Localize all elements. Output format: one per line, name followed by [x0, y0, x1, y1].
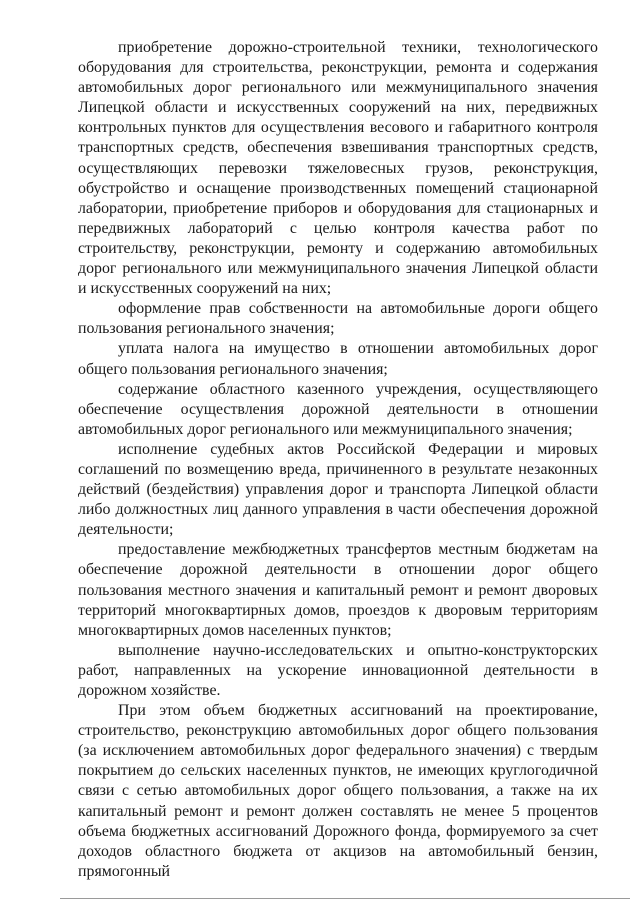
page-bottom-divider	[60, 898, 630, 899]
paragraph-court-decisions: исполнение судебных актов Российской Федерации и мировых соглашений по возмещению вреда, причиненного в результате незаконных действий (бездействия) управления дорог и транспорта Липецкой области либо должностных лиц данного управления в части обеспечения дорожной деятельности;	[78, 440, 598, 539]
paragraph-property-tax: уплата налога на имущество в отношении автомобильных дорог общего пользования регионального значения;	[78, 340, 598, 378]
paragraph-interbudget-transfers: предоставление межбюджетных трансфертов местным бюджетам на обеспечение дорожной деятельности в отношении дорог общего пользования местного значения и капитальный ремонт и ремонт дворовых территорий многоквартирных домов, проездов к дворовым территориям многоквартирных домов населенных пунктов;	[78, 541, 598, 639]
paragraph-institution-maintenance: содержание областного казенного учреждения, осуществляющего обеспечение осуществления дорожной деятельности в отношении автомобильных дорог регионального или межмуниципального значения;	[78, 380, 598, 438]
paragraph-property-rights: оформление прав собственности на автомобильные дороги общего пользования регионального значения;	[78, 300, 598, 338]
document-page	[78, 38, 598, 882]
paragraph-budget-allocation: При этом объем бюджетных ассигнований на проектирование, строительство, реконструкцию автомобильных дорог общего пользования (за исключением автомобильных дорог федерального значения) с твердым покрытием до сельских населенных пунктов, не имеющих круглогодичной связи с сетью автомобильных дорог общего пользования, а также на их капитальный ремонт и ремонт должен составлять не менее 5 процентов объема бюджетных ассигнований Дорожного фонда, формируемого за счет доходов областного бюджета от акцизов на автомобильный бензин, прямогонный	[78, 702, 598, 880]
paragraph-equipment-acquisition: приобретение дорожно-строительной техники, технологического оборудования для строительства, реконструкции, ремонта и содержания автомобильных дорог регионального или межмуниципального значения Липецкой области и искусственных сооружений на них, передвижных контрольных пунктов для осуществления весового и габаритного контроля транспортных средств, обеспечения взвешивания транспортных средств, осуществляющих перевозки тяжеловесных грузов, реконструкция, обустройство и оснащение производственных помещений стационарной лаборатории, приобретение приборов и оборудования для стационарных и передвижных лабораторий с целью контроля качества работ по строительству, реконструкции, ремонту и содержанию автомобильных дорог регионального или межмуниципального значения Липецкой области и искусственных сооружений на них;	[78, 39, 598, 298]
paragraph-research-works: выполнение научно-исследовательских и опытно-конструкторских работ, направленных на ускорение инновационной деятельности в дорожном хозяйстве.	[78, 641, 598, 699]
